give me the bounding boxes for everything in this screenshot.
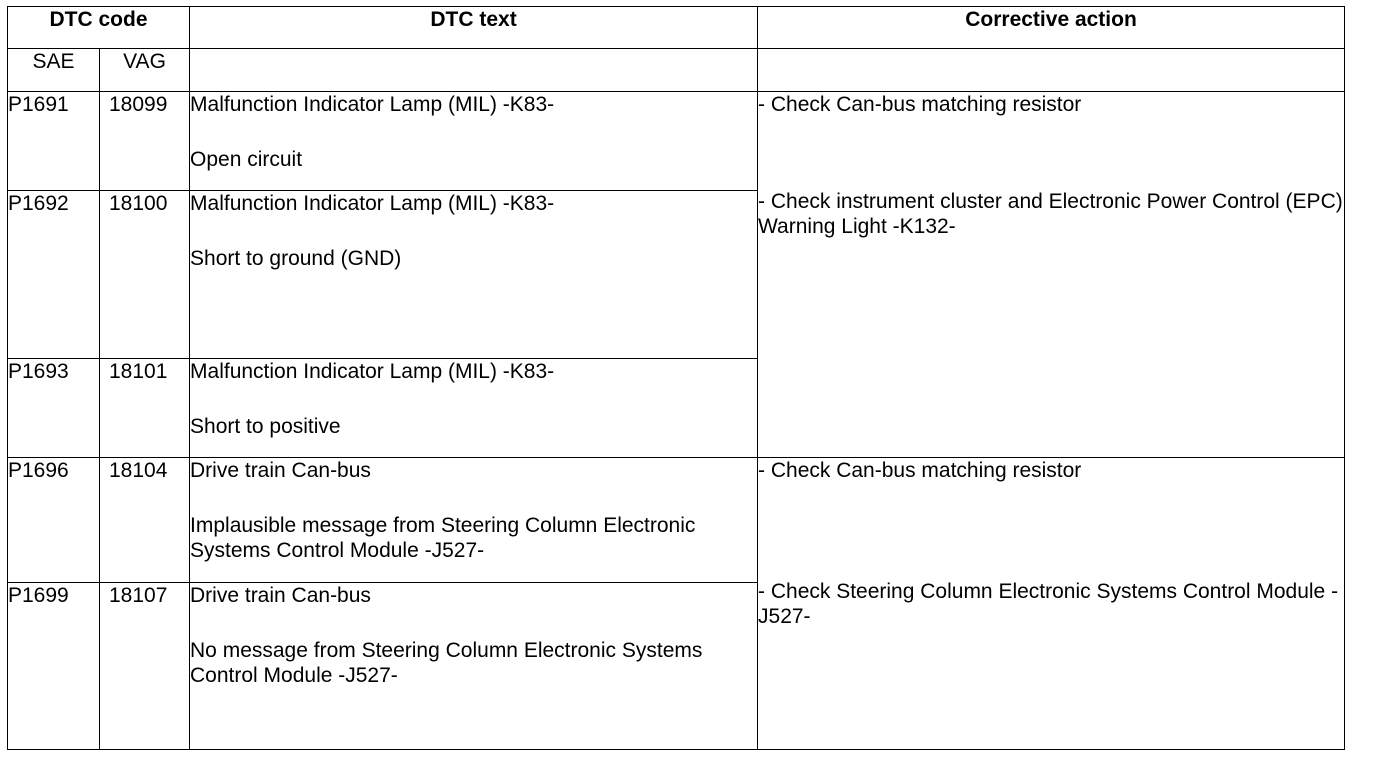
subheader-row bbox=[8, 49, 1345, 92]
dtc-text-line2: Implausible message from Steering Column Electronic Systems Control Module -J527- bbox=[190, 514, 696, 562]
sae-code: P1691 bbox=[8, 92, 100, 191]
dtc-text-line1: Drive train Can-bus bbox=[190, 584, 371, 607]
header-row bbox=[8, 7, 1345, 49]
corrective-action-line2: - Check Steering Column Electronic Systems Control Module -J527- bbox=[758, 580, 1339, 628]
dtc-text-line1: Malfunction Indicator Lamp (MIL) -K83- bbox=[190, 192, 555, 215]
vag-code: 18101 bbox=[100, 359, 190, 458]
subheader-sae: SAE bbox=[8, 49, 100, 92]
dtc-text-line2: No message from Steering Column Electronic Systems Control Module -J527- bbox=[190, 639, 703, 687]
corrective-action-line1: - Check Can-bus matching resistor bbox=[758, 459, 1082, 482]
dtc-text-line2: Open circuit bbox=[190, 148, 303, 171]
dtc-text-line1: Drive train Can-bus bbox=[190, 459, 371, 482]
dtc-text-cell bbox=[190, 583, 758, 750]
dtc-text-cell bbox=[190, 191, 758, 359]
sae-code: P1692 bbox=[8, 191, 100, 359]
vag-code: 18104 bbox=[100, 458, 190, 583]
corrective-action-cell bbox=[758, 92, 1345, 458]
sae-code: P1693 bbox=[8, 359, 100, 458]
vag-code: 18100 bbox=[100, 191, 190, 359]
header-corrective-action: Corrective action bbox=[758, 7, 1345, 49]
vag-code: 18107 bbox=[100, 583, 190, 750]
subheader-empty-action bbox=[758, 49, 1345, 92]
table-row bbox=[8, 458, 1345, 583]
dtc-text-cell bbox=[190, 458, 758, 583]
header-dtc-code: DTC code bbox=[8, 7, 190, 49]
dtc-text-cell bbox=[190, 92, 758, 191]
subheader-vag: VAG bbox=[100, 49, 190, 92]
sae-code: P1699 bbox=[8, 583, 100, 750]
corrective-action-line1: - Check Can-bus matching resistor bbox=[758, 93, 1082, 116]
corrective-action-cell bbox=[758, 458, 1345, 750]
header-dtc-text: DTC text bbox=[190, 7, 758, 49]
dtc-text-cell bbox=[190, 359, 758, 458]
dtc-table bbox=[7, 6, 1345, 750]
dtc-text-line1: Malfunction Indicator Lamp (MIL) -K83- bbox=[190, 93, 555, 116]
corrective-action-line2: - Check instrument cluster and Electronic Power Control (EPC) Warning Light -K132- bbox=[758, 190, 1343, 238]
subheader-empty-text bbox=[190, 49, 758, 92]
dtc-text-line2: Short to ground (GND) bbox=[190, 247, 402, 270]
dtc-text-line2: Short to positive bbox=[190, 415, 341, 438]
dtc-text-line1: Malfunction Indicator Lamp (MIL) -K83- bbox=[190, 360, 555, 383]
sae-code: P1696 bbox=[8, 458, 100, 583]
vag-code: 18099 bbox=[100, 92, 190, 191]
table-row bbox=[8, 92, 1345, 191]
